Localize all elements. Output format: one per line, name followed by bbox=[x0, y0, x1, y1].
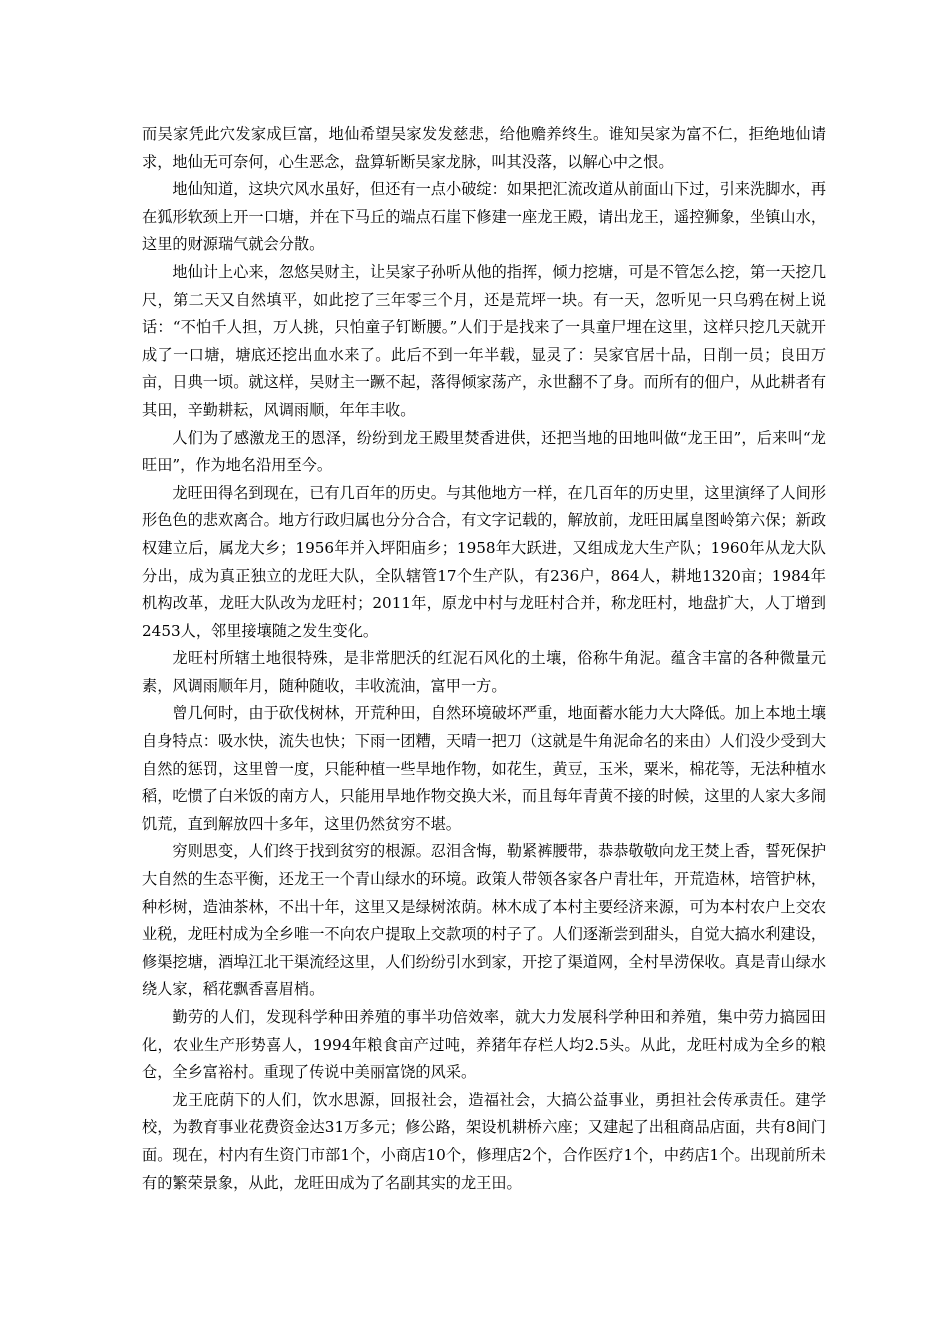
paragraph: 地仙知道，这块穴风水虽好，但还有一点小破绽：如果把汇流改道从前面山下过，引来洗脚水，再在狐形软颈上开一口塘，并在下马丘的端点石崖下修建一座龙王殿，请出龙王，遥控狮象，坐镇山水，这里的财源瑞气就会分散。 bbox=[142, 180, 826, 254]
document-page bbox=[142, 121, 826, 1197]
paragraph: 地仙计上心来，忽悠吴财主，让吴家子孙听从他的指挥，倾力挖塘，可是不管怎么挖，第一天挖几尺，第二天又自然填平，如此挖了三年零三个月，还是荒坪一块。有一天，忽听见一只乌鸦在树上说话：“不怕千人担，万人挑，只怕童子钉断腰。”人们于是找来了一具童尸埋在这里，这样只挖几天就开成了一口塘，塘底还挖出血水来了。此后不到一年半载，显灵了：吴家官居十品，日削一员；良田万亩，日典一顷。就这样，吴财主一蹶不起，落得倾家荡产，永世翻不了身。而所有的佃户，从此耕者有其田，辛勤耕耘，风调雨顺，年年丰收。 bbox=[142, 262, 826, 419]
paragraph: 穷则思变，人们终于找到贫穷的根源。忍泪含悔，勒紧裤腰带，恭恭敬敬向龙王焚上香，誓死保护大自然的生态平衡，还龙王一个青山绿水的环境。政策人带领各家各户青壮年，开荒造林，培管护林，种杉树，造油茶林，不出十年，这里又是绿树浓荫。林木成了本村主要经济来源，可为本村农户上交农业税，龙旺村成为全乡唯一不向农户提取上交款项的村子了。人们逐渐尝到甜头，自觉大搞水利建设，修渠挖塘，酒埠江北干渠流经这里，人们纷纷引水到家，开挖了渠道网，全村旱涝保收。真是青山绿水绕人家，稻花飘香喜眉梢。 bbox=[142, 842, 826, 999]
paragraph: 龙王庇荫下的人们，饮水思源，回报社会，造福社会，大搞公益事业，勇担社会传承责任。建学校，为教育事业花费资金达31万多元；修公路，架设机耕桥六座；又建起了出租商品店面，共有8间门面。现在，村内有生资门市部1个，小商店10个，修理店2个，合作医疗1个，中药店1个。出现前所未有的繁荣景象，从此，龙旺田成为了名副其实的龙王田。 bbox=[142, 1090, 826, 1192]
paragraph: 龙旺田得名到现在，已有几百年的历史。与其他地方一样，在几百年的历史里，这里演绎了人间形形色色的悲欢离合。地方行政归属也分分合合，有文字记载的，解放前，龙旺田属皇图岭第六保；新政权建立后，属龙大乡；1956年并入坪阳庙乡；1958年大跃进，又组成龙大生产队；1960年从龙大队分出，成为真正独立的龙旺大队，全队辖管17个生产队，有236户，864人，耕地1320亩；1984年机构改革，龙旺大队改为龙旺村；2011年，原龙中村与龙旺村合并，称龙旺村，地盘扩大，人丁增到2453人，邻里接壤随之发生变化。 bbox=[142, 483, 826, 640]
paragraph: 龙旺村所辖土地很特殊，是非常肥沃的红泥石风化的土壤，俗称牛角泥。蕴含丰富的各种微量元素，风调雨顺年月，随种随收，丰收流油，富甲一方。 bbox=[142, 649, 826, 695]
paragraph: 而吴家凭此穴发家成巨富，地仙希望吴家发发慈悲，给他赡养终生。谁知吴家为富不仁，拒绝地仙请求，地仙无可奈何，心生恶念，盘算斩断吴家龙脉，叫其没落，以解心中之恨。 bbox=[142, 125, 826, 171]
paragraph: 勤劳的人们，发现科学种田养殖的事半功倍效率，就大力发展科学种田和养殖，集中劳力搞园田化，农业生产形势喜人，1994年粮食亩产过吨，养猪年存栏人均2.5头。从此，龙旺村成为全乡的粮仓，全乡富裕村。重现了传说中美丽富饶的风采。 bbox=[142, 1008, 826, 1082]
paragraph: 人们为了感激龙王的恩泽，纷纷到龙王殿里焚香进供，还把当地的田地叫做“龙王田”，后来叫“龙旺田”，作为地名沿用至今。 bbox=[142, 428, 826, 475]
paragraph: 曾几何时，由于砍伐树林，开荒种田，自然环境破坏严重，地面蓄水能力大大降低。加上本地土壤自身特点：吸水快，流失也快；下雨一团糟，天晴一把刀（这就是牛角泥命名的来由）人们没少受到大自然的惩罚，这里曾一度，只能种植一些旱地作物，如花生，黄豆，玉米，粟米，棉花等，无法种植水稻，吃惯了白米饭的南方人，只能用旱地作物交换大米，而且每年青黄不接的时候，这里的人家大多闹饥荒，直到解放四十多年，这里仍然贫穷不堪。 bbox=[142, 704, 826, 833]
